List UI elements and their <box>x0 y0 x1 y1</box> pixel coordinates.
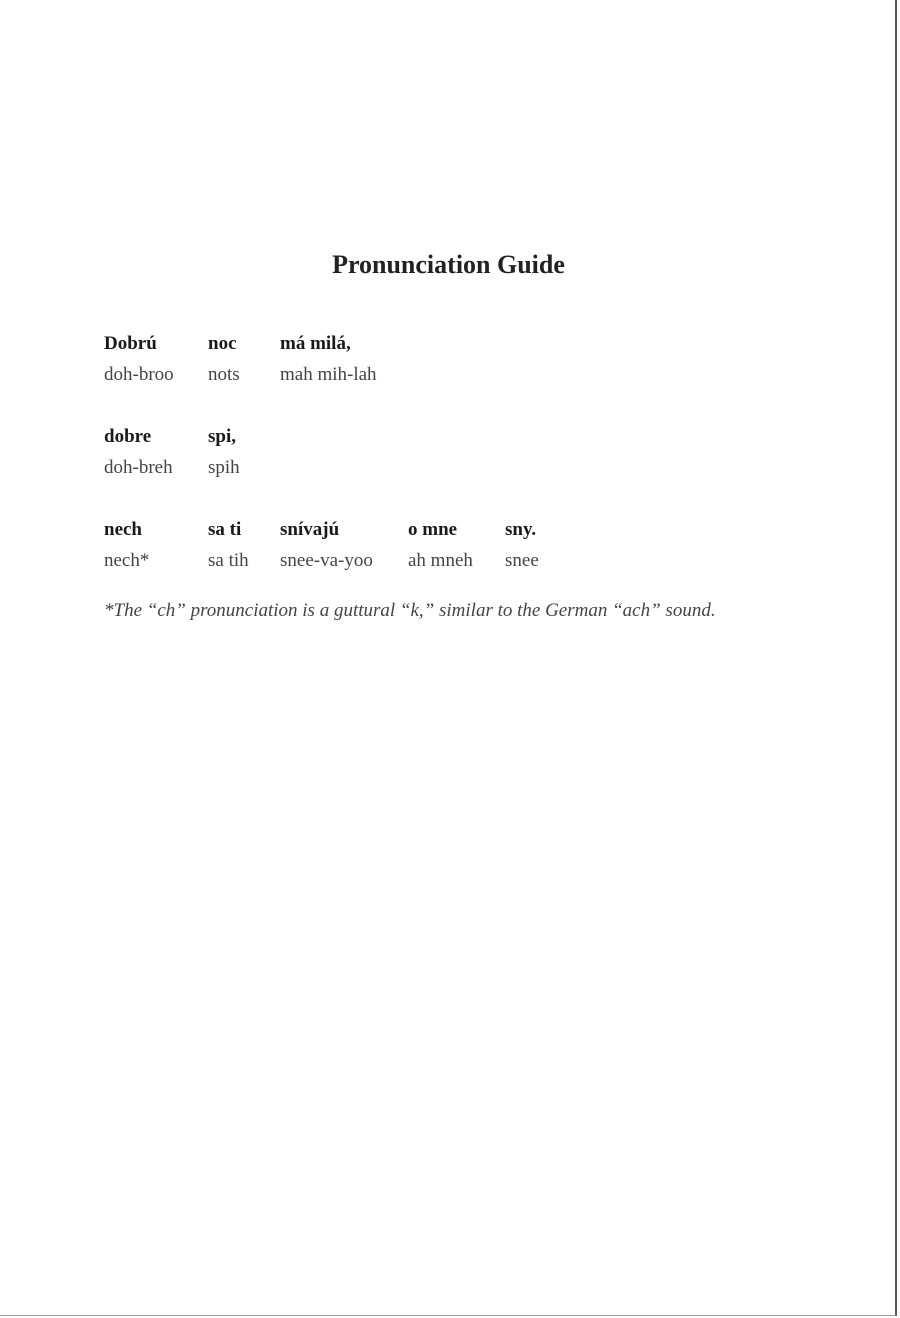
word: sa ti <box>208 519 242 540</box>
word: o mne <box>408 519 458 540</box>
pronunciation: spih <box>208 457 240 478</box>
pronunciation: snee-va-yoo <box>280 550 373 571</box>
word: snívajú <box>280 519 340 540</box>
word: spi, <box>208 426 236 447</box>
pronunciation: nots <box>208 364 240 385</box>
pronunciation: ah mneh <box>408 550 473 571</box>
word: má milá, <box>280 333 351 354</box>
word: nech <box>104 519 142 540</box>
page-title: Pronunciation Guide <box>332 250 565 279</box>
word: sny. <box>505 519 537 540</box>
word: noc <box>208 333 237 354</box>
word: dobre <box>104 426 152 447</box>
pronunciation: doh-breh <box>104 457 173 478</box>
pronunciation: mah mih-lah <box>280 364 377 385</box>
pronunciation: doh-broo <box>104 364 174 385</box>
word: Dobrú <box>104 333 157 354</box>
pronunciation: sa tih <box>208 550 249 571</box>
pronunciation: nech* <box>104 550 150 571</box>
footnote: *The “ch” pronunciation is a guttural “k,” similar to the German “ach” sound. <box>104 600 716 621</box>
pronunciation: snee <box>505 550 539 571</box>
